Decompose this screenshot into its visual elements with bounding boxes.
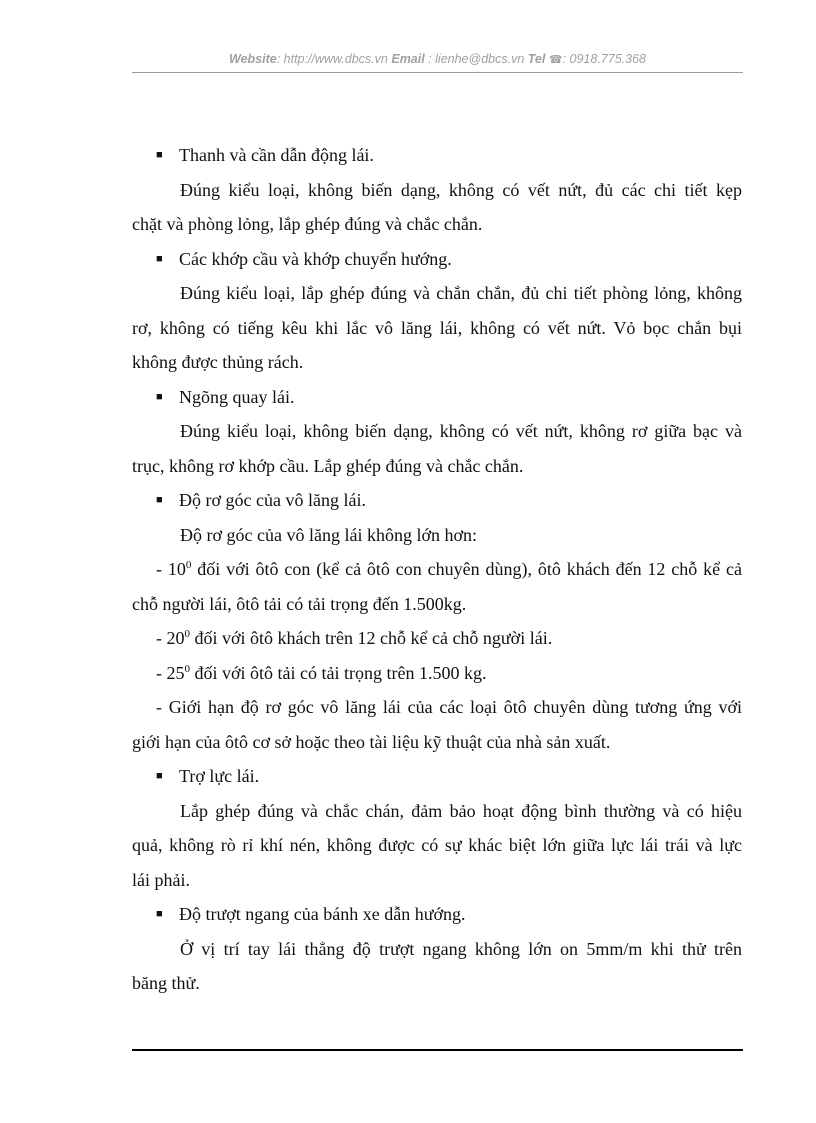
footer-rule xyxy=(132,1049,743,1051)
email-label: Email xyxy=(391,52,425,66)
square-bullet-icon: ■ xyxy=(156,149,163,161)
bullet-item xyxy=(132,759,742,794)
dash-item-prefix: - 25 xyxy=(156,662,185,683)
tel-label: Tel xyxy=(527,52,546,66)
paragraph-line: chỗ người lái, ôtô tải có tải trọng đến 1.500kg. xyxy=(132,593,467,614)
phone-icon: ☎ xyxy=(548,54,563,66)
dash-item-prefix: - 20 xyxy=(156,628,185,648)
bullet-text: Độ trượt ngang của bánh xe dẫn hướng. xyxy=(179,904,466,924)
paragraph-line: Đúng kiểu loại, không biến dạng, không có vết nứt, đủ các chi tiết kẹp xyxy=(180,179,742,200)
dash-item-text: đối với ôtô tải có tải trọng trên 1.500 kg. xyxy=(190,662,487,683)
page-header xyxy=(132,50,743,73)
bullet-text: Thanh và cần dẫn động lái. xyxy=(179,145,374,165)
dash-item-prefix: - 10 xyxy=(156,559,186,579)
dash-item-line xyxy=(132,552,742,587)
paragraph-line: trục, không rơ khớp cầu. Lắp ghép đúng và chắc chắn. xyxy=(132,455,524,476)
document-body xyxy=(132,138,742,1001)
paragraph-line: Độ rơ góc của vô lăng lái không lớn hơn: xyxy=(180,524,477,545)
bullet-text: Độ rơ góc của vô lăng lái. xyxy=(179,490,366,510)
bullet-item xyxy=(132,242,742,277)
paragraph-line: Lắp ghép đúng và chắc chán, đảm bảo hoạt động bình thường và có hiệu xyxy=(180,800,742,821)
bullet-text: Trợ lực lái. xyxy=(179,766,260,786)
square-bullet-icon: ■ xyxy=(156,252,163,265)
square-bullet-icon: ■ xyxy=(156,770,163,782)
square-bullet-icon: ■ xyxy=(156,494,163,506)
square-bullet-icon: ■ xyxy=(156,390,163,403)
paragraph-line: lái phải. xyxy=(132,869,190,890)
paragraph-line: chặt và phòng lỏng, lắp ghép đúng và chắc chắn. xyxy=(132,214,483,234)
bullet-item xyxy=(132,897,742,932)
bullet-item xyxy=(132,138,742,173)
tel-value: : 0918.775.368 xyxy=(562,52,646,66)
square-bullet-icon: ■ xyxy=(156,908,163,920)
degree-superscript: 0 xyxy=(184,662,190,675)
website-value: : http://www.dbcs.vn xyxy=(276,52,388,66)
bullet-text: Ngõng quay lái. xyxy=(179,386,295,407)
degree-superscript: 0 xyxy=(185,559,192,571)
dash-item-line xyxy=(132,621,742,656)
paragraph-line: Ở vị trí tay lái thẳng độ trượt ngang không lớn on 5mm/m khi thử trên xyxy=(180,938,742,959)
paragraph-line: quả, không rò rỉ khí nén, không được có sự khác biệt lớn giữa lực lái trái và lực xyxy=(132,835,742,855)
paragraph-line: không được thủng rách. xyxy=(132,352,304,372)
paragraph-line: rơ, không có tiếng kêu khi lắc vô lăng lái, không có vết nứt. Vỏ bọc chắn bụi xyxy=(132,317,742,338)
paragraph-line: Đúng kiểu loại, không biến dạng, không có vết nứt, không rơ giữa bạc và xyxy=(180,421,742,441)
paragraph-line: Đúng kiểu loại, lắp ghép đúng và chắn chắn, đủ chi tiết phòng lỏng, không xyxy=(180,283,742,303)
bullet-text: Các khớp cầu và khớp chuyển hướng. xyxy=(179,248,452,269)
paragraph-line: giới hạn của ôtô cơ sở hoặc theo tài liệu kỹ thuật của nhà sản xuất. xyxy=(132,731,611,752)
website-label: Website xyxy=(229,52,277,66)
dash-item-text: đối với ôtô khách trên 12 chỗ kể cả chỗ người lái. xyxy=(190,628,553,648)
dash-item-text: đối với ôtô con (kể cả ôtô con chuyên dùng), ôtô khách đến 12 chỗ kể cả xyxy=(191,559,742,579)
paragraph-line: băng thử. xyxy=(132,973,200,993)
bullet-item xyxy=(132,483,742,518)
dash-item-line xyxy=(132,656,742,691)
dash-item-line: - Giới hạn độ rơ góc vô lăng lái của các loại ôtô chuyên dùng tương ứng với xyxy=(156,697,742,717)
degree-superscript: 0 xyxy=(184,628,190,640)
email-value: : lienhe@dbcs.vn xyxy=(428,52,525,66)
bullet-item xyxy=(132,380,742,415)
